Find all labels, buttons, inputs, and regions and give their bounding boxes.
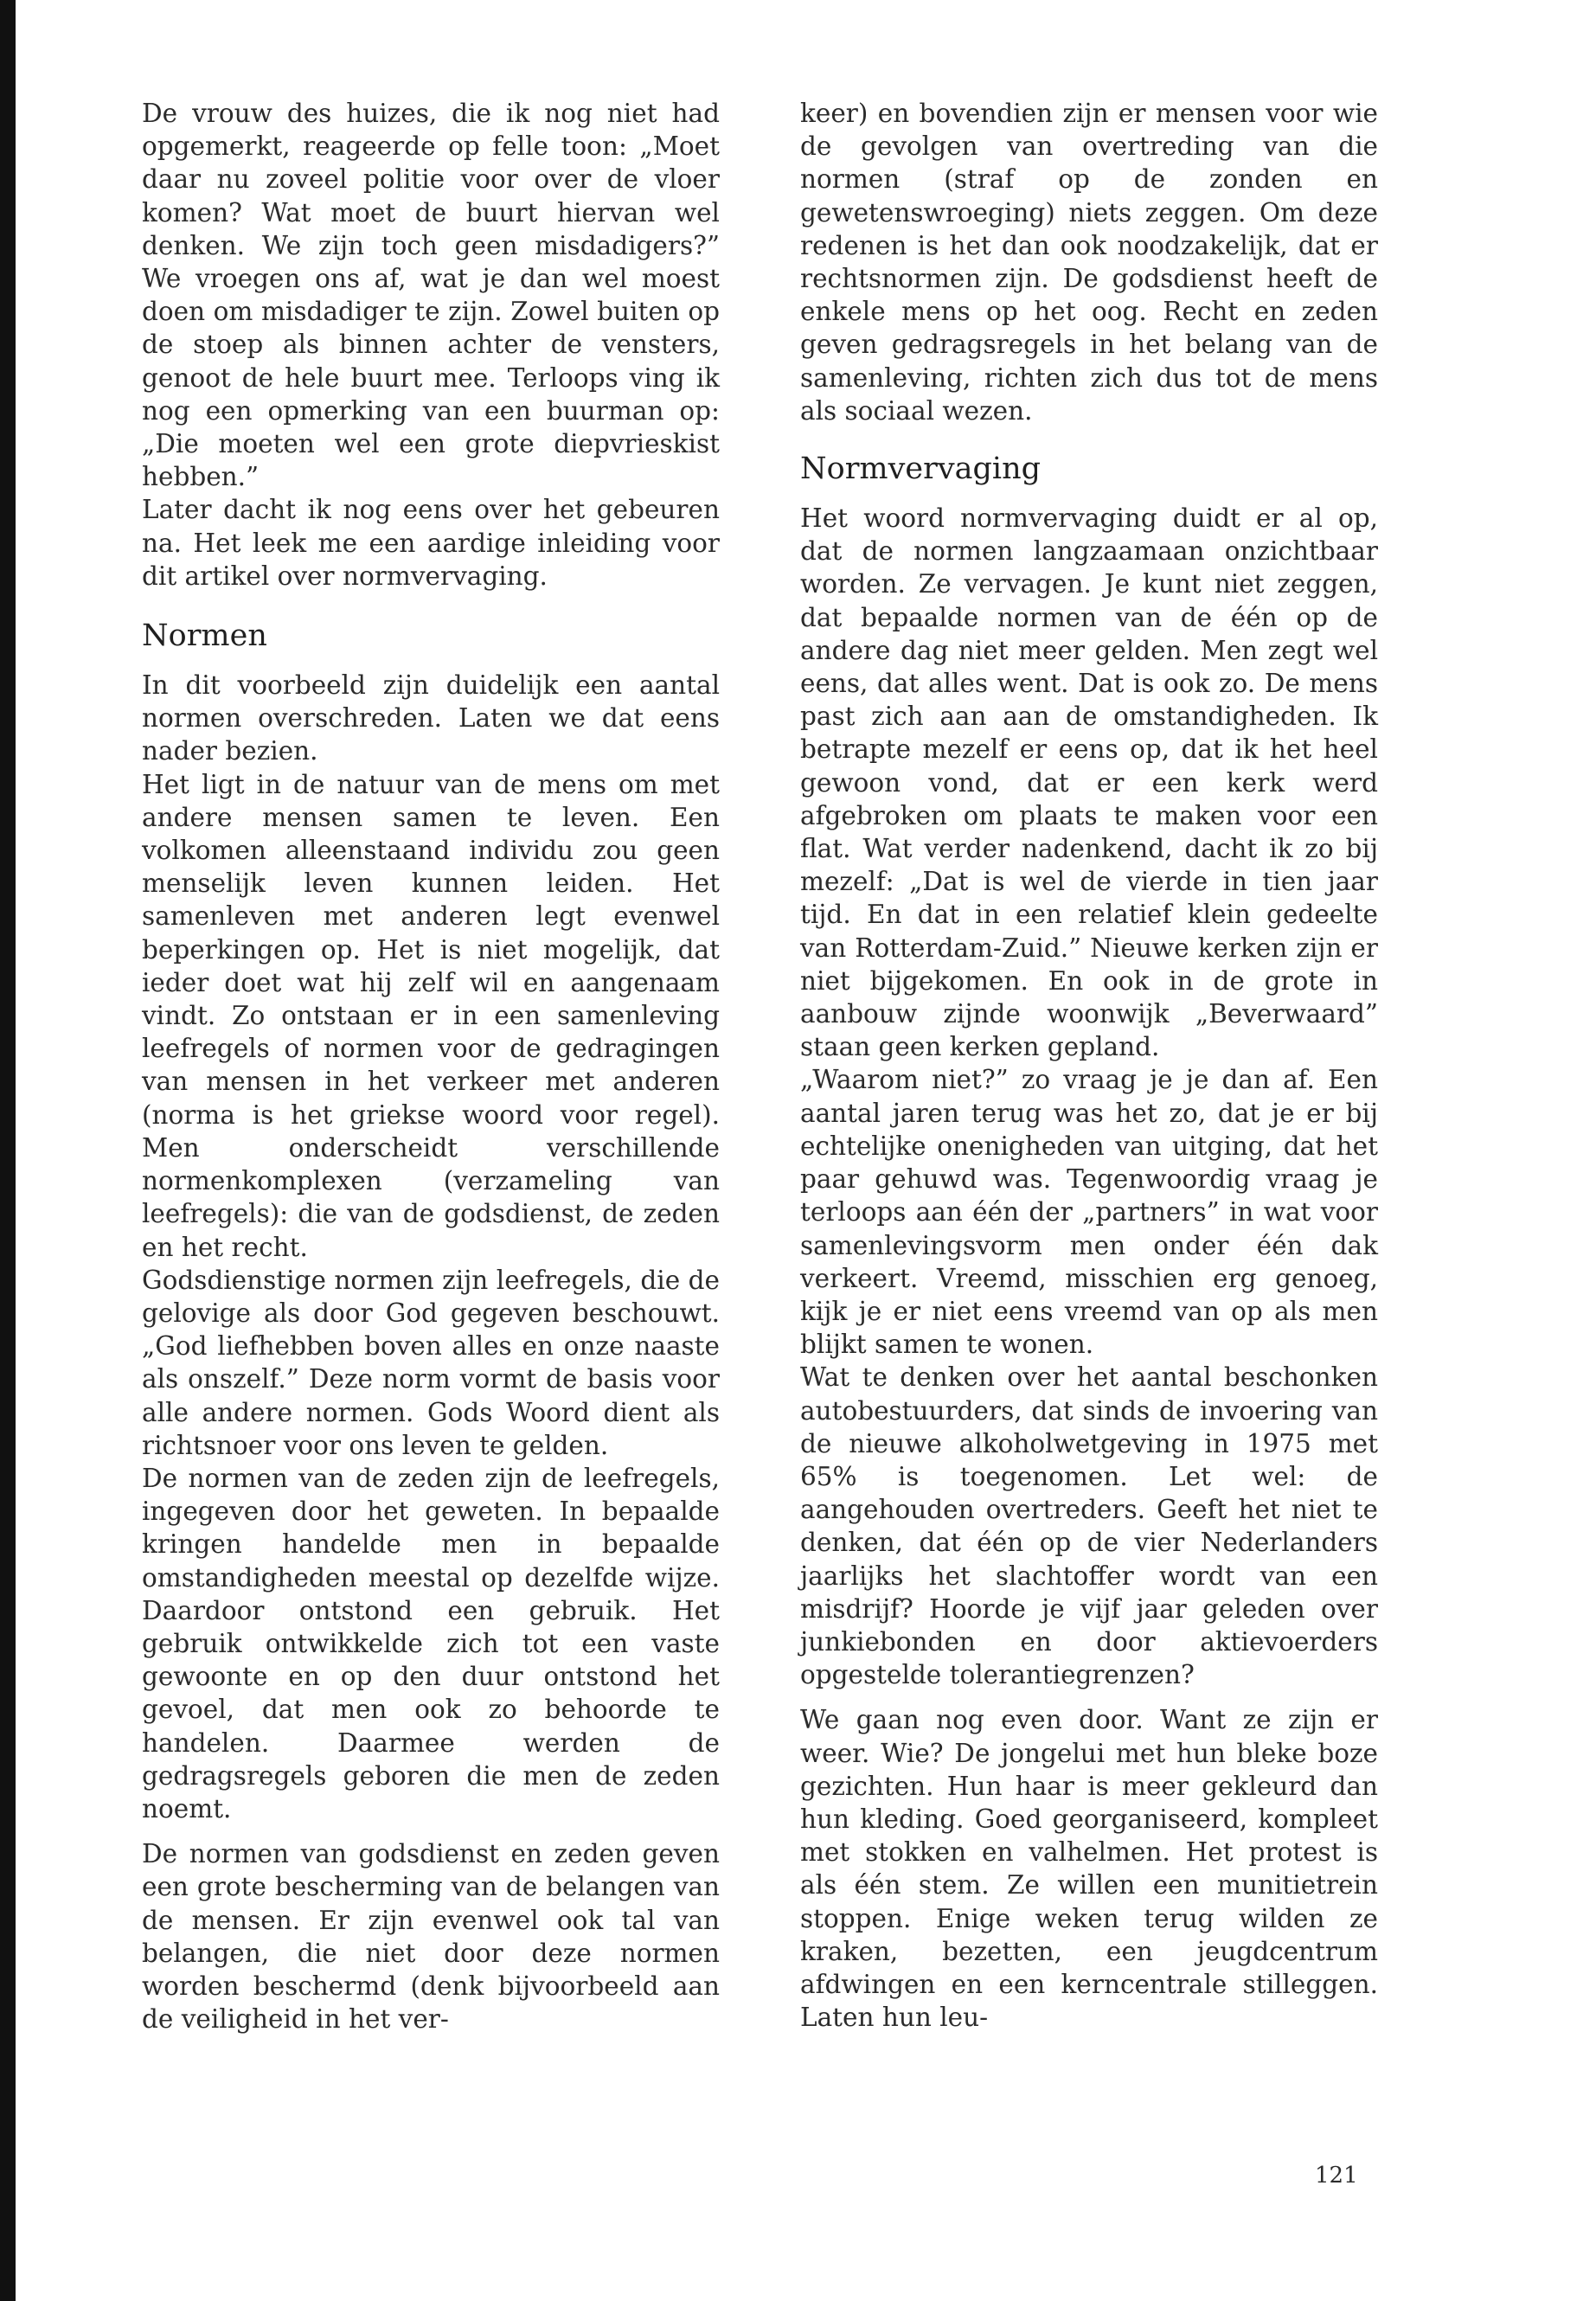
body-paragraph: Wat te denken over het aantal beschonken autobestuurders, dat sinds de invoering van de nieuwe alkoholwetgeving in 1975 met 65% is toegenomen. Let wel: de aangehouden overtreders. Geeft het niet te denken, dat één op de vier Nederlanders jaarlijks het slachtoffer wordt van een misdrijf? Hoorde je vijf jaar geleden over junkiebonden en door aktievoerders opgestelde tolerantiegrenzen?	[800, 1362, 1378, 1690]
intro-paragraph: Later dacht ik nog eens over het gebeuren na. Het leek me een aardige inleiding voor dit artikel over normvervaging.	[142, 495, 720, 591]
body-paragraph: „Waarom niet?” zo vraag je je dan af. Een aantal jaren terug was het zo, dat je er bij echtelijke onenigheden van uitging, dat het paar gehuwd was. Tegenwoordig vraag je terloops aan één der „partners” in wat voor samenlevingsvorm men onder één dak verkeert. Vreemd, misschien erg genoeg, kijk je er niet eens vreemd van op als men blijkt samen te wonen.	[800, 1065, 1378, 1360]
body-paragraph: In dit voorbeeld zijn duidelijk een aantal normen overschreden. Laten we dat eens nader bezien.	[142, 670, 720, 766]
intro-paragraph: De vrouw des huizes, die ik nog niet had opgemerkt, reageerde op felle toon: „Moet daar nu zoveel politie voor over de vloer komen? Wat moet de buurt hiervan wel denken. We zijn toch geen misdadigers?” We vroegen ons af, wat je dan wel moest doen om misdadiger te zijn. Zowel buiten op de stoep als binnen achter de vensters, genoot de hele buurt mee. Terloops ving ik nog een opmerking van een buurman op: „Die moeten wel een grote diepvrieskist hebben.”	[142, 99, 720, 492]
body-paragraph: Het ligt in de natuur van de mens om met andere mensen samen te leven. Een volkomen alleenstaand individu zou geen menselijk leven kunnen leiden. Het samenleven met anderen legt evenwel beperkingen op. Het is niet mogelijk, dat ieder doet wat hij zelf wil en aangenaam vindt. Zo ontstaan er in een samenleving leefregels of normen voor de gedragingen van mensen in het verkeer met anderen (norma is het griekse woord voor regel). Men onderscheidt verschillende normenkomplexen (verzameling van leefregels): die van de godsdienst, de zeden en het recht.	[142, 769, 720, 1262]
body-paragraph: Het woord normvervaging duidt er al op, dat de normen langzaamaan onzichtbaar worden. Ze vervagen. Je kunt niet zeggen, dat bepaalde normen van de één op de andere dag niet meer gelden. Men zegt wel eens, dat alles went. Dat is ook zo. De mens past zich aan aan de omstandigheden. Ik betrapte mezelf er eens op, dat ik het heel gewoon vond, dat er een kerk werd afgebroken om plaats te maken voor een flat. Wat verder nadenkend, dacht ik zo bij mezelf: „Dat is wel de vierde in tien jaar tijd. En dat in een relatief klein gedeelte van Rotterdam-Zuid.” Nieuwe kerken zijn er niet bijgekomen. En ook in de grote in aanbouw zijnde woonwijk „Beverwaard” staan geen kerken gepland.	[800, 503, 1378, 1062]
body-paragraph: We gaan nog even door. Want ze zijn er weer. Wie? De jongelui met hun bleke boze gezichten. Hun haar is meer gekleurd dan hun kleding. Goed georganiseerd, kompleet met stokken en valhelmen. Het protest is als één stem. Ze willen een munitietrein stoppen. Enige weken terug wilden ze kraken, bezetten, een jeugdcentrum afdwingen en een kerncentrale stilleggen. Laten hun leu-	[800, 1705, 1378, 2033]
page-number: 121	[1315, 2163, 1358, 2189]
section-heading-normen: Normen	[142, 619, 267, 654]
section-heading-normvervaging: Normvervaging	[800, 452, 1042, 487]
continued-paragraph: keer) en bovendien zijn er mensen voor wie de gevolgen van overtreding van die normen (straf op de zonden en gewetenswroeging) niets zeggen. Om deze redenen is het dan ook noodzakelijk, dat er rechtsnormen zijn. De godsdienst heeft de enkele mens op het oog. Recht en zeden geven gedragsregels in het belang van de samenleving, richten zich dus tot de mens als sociaal wezen.	[800, 99, 1378, 426]
scan-border	[0, 0, 16, 2301]
body-paragraph: De normen van de zeden zijn de leefregels, ingegeven door het geweten. In bepaalde kringen handelde men in bepaalde omstandigheden meestal op dezelfde wijze. Daardoor ontstond een gebruik. Het gebruik ontwikkelde zich tot een vaste gewoonte en op den duur ontstond het gevoel, dat men ook zo behoorde te handelen. Daarmee werden de gedragsregels geboren die men de zeden noemt.	[142, 1463, 720, 1823]
body-paragraph: De normen van godsdienst en zeden geven een grote bescherming van de belangen van de mensen. Er zijn evenwel ook tal van belangen, die niet door deze normen worden beschermd (denk bijvoorbeeld aan de veiligheid in het ver-	[142, 1839, 720, 2035]
body-paragraph: Godsdienstige normen zijn leefregels, die de gelovige als door God gegeven beschouwt. „God liefhebben boven alles en onze naaste als onszelf.” Deze norm vormt de basis voor alle andere normen. Gods Woord dient als richtsnoer voor ons leven te gelden.	[142, 1265, 720, 1460]
right-column	[800, 97, 1378, 2034]
left-column	[142, 97, 720, 2035]
